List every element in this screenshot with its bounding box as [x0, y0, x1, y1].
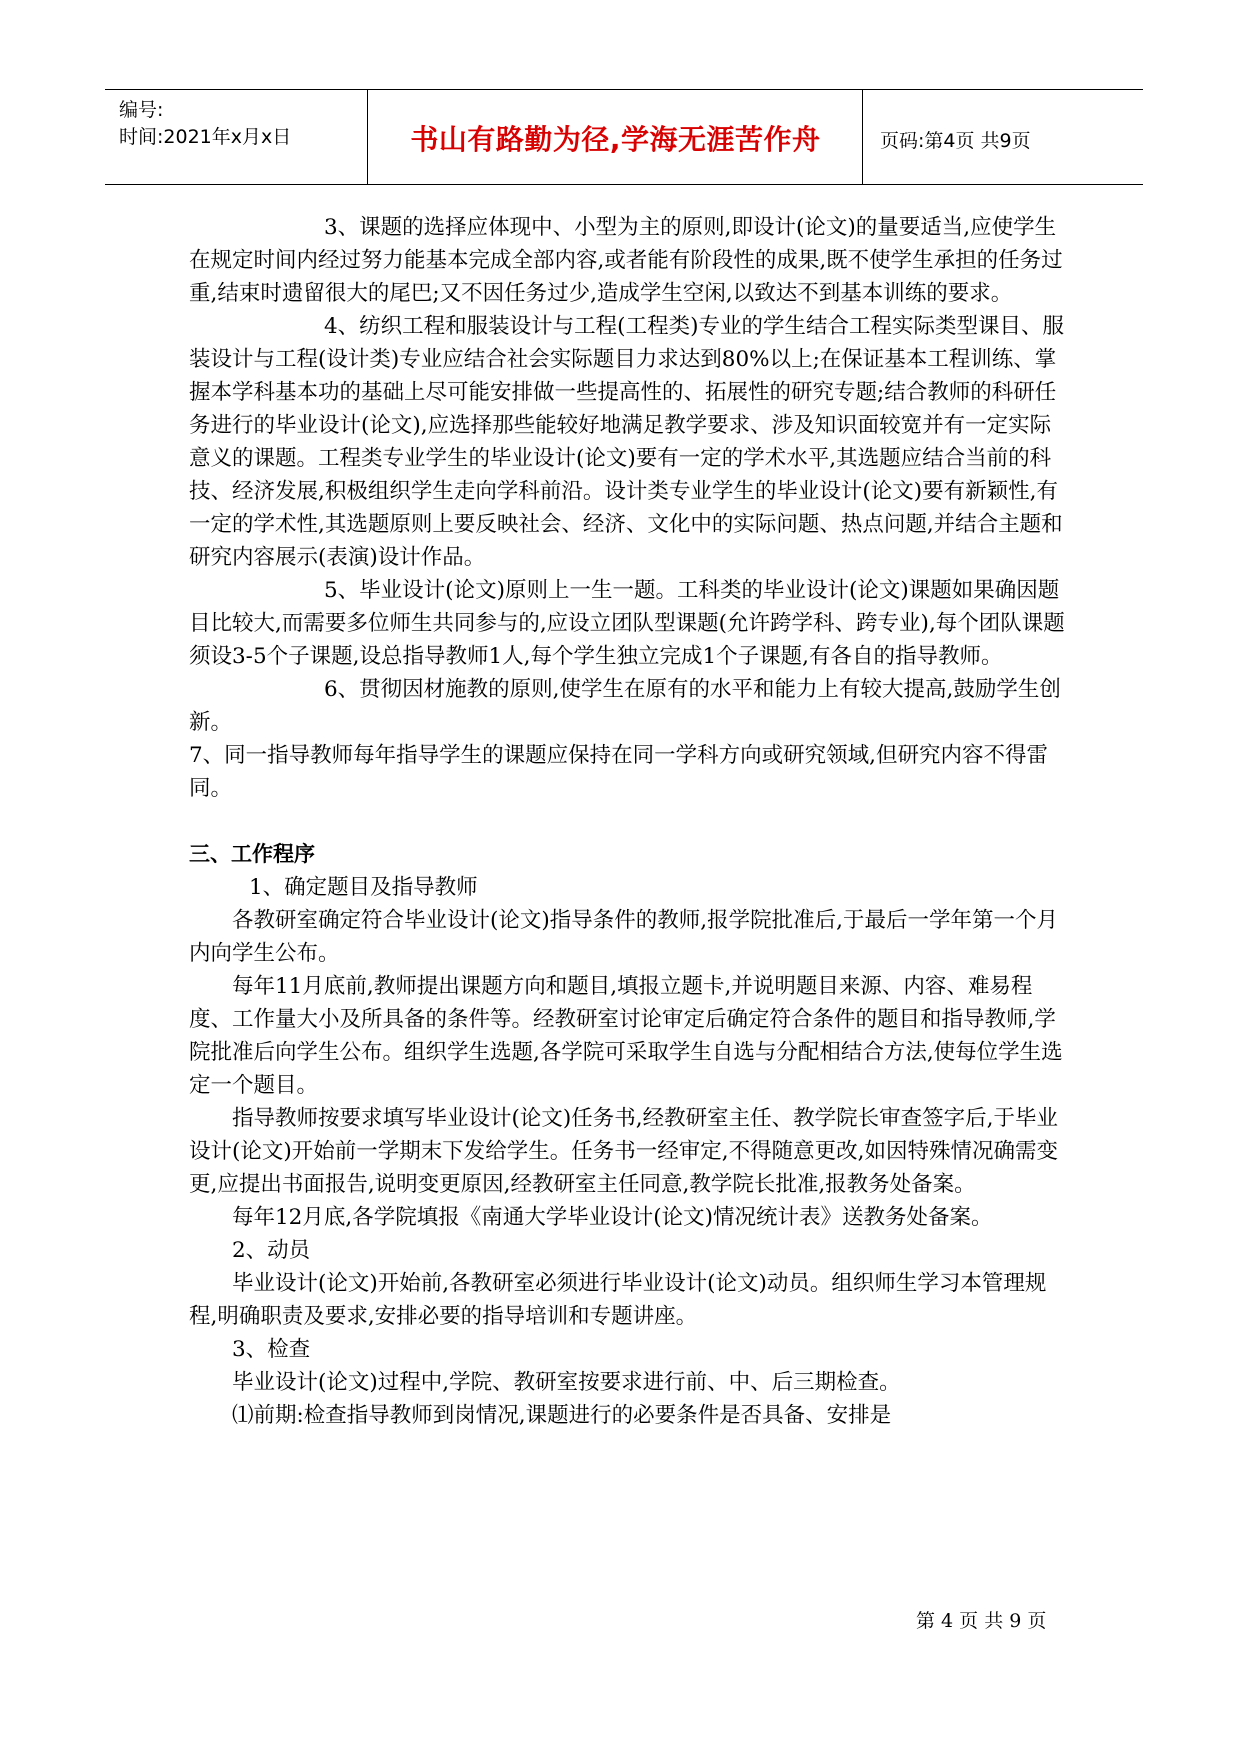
header-motto: 书山有路勤为径,学海无涯苦作舟	[410, 123, 821, 156]
paragraph-procedure-4: 每年12月底,各学院填报《南通大学毕业设计(论文)情况统计表》送教务处备案。	[232, 1205, 993, 1230]
header-page-cell	[864, 90, 1143, 184]
subsection-title-3: 3、检查	[232, 1337, 311, 1362]
page-footer: 第 4 页 共 9 页	[916, 1610, 1047, 1632]
paragraph-procedure-2: 每年11月底前,教师提出课题方向和题目,填报立题卡,并说明题目来源、内容、难易程度、工作量大小及所具备的条件等。经教研室讨论审定后确定符合条件的题目和指导教师,学院批准后向学生公布。组织学生选题,各学院可采取学生自选与分配相结合方法,使每位学生选定一个题目。	[189, 974, 1063, 1098]
paragraph-rule-3: 3、课题的选择应体现中、小型为主的原则,即设计(论文)的量要适当,应使学生在规定时间内经过努力能基本完成全部内容,或者能有阶段性的成果,既不使学生承担的任务过重,结束时遗留很大的尾巴;又不因任务过少,造成学生空闲,以致达不到基本训练的要求。	[189, 215, 1063, 306]
document-time-label: 时间:2021年x月x日	[119, 126, 292, 148]
paragraph-rule-4: 4、纺织工程和服装设计与工程(工程类)专业的学生结合工程实际类型课目、服装设计与工程(设计类)专业应结合社会实际题目力求达到80%以上;在保证基本工程训练、掌握本学科基本功的基础上尽可能安排做一些提高性的、拓展性的研究专题;结合教师的科研任务进行的毕业设计(论文),应选择那些能较好地满足教学要求、涉及知识面较宽并有一定实际意义的课题。工程类专业学生的毕业设计(论文)要有一定的学术水平,其选题应结合当前的科技、经济发展,积极组织学生走向学科前沿。设计类专业学生的毕业设计(论文)要有新颖性,有一定的学术性,其选题原则上要反映社会、经济、文化中的实际问题、热点问题,并结合主题和研究内容展示(表演)设计作品。	[189, 314, 1064, 570]
paragraph-procedure-1: 各教研室确定符合毕业设计(论文)指导条件的教师,报学院批准后,于最后一学年第一个月内向学生公布。	[189, 908, 1058, 966]
paragraph-rule-6: 6、贯彻因材施教的原则,使学生在原有的水平和能力上有较大提高,鼓励学生创新。	[189, 677, 1061, 735]
paragraph-procedure-3: 指导教师按要求填写毕业设计(论文)任务书,经教研室主任、教学院长审查签字后,于毕业设计(论文)开始前一学期末下发给学生。任务书一经审定,不得随意更改,如因特殊情况确需变更,应提出书面报告,说明变更原因,经教研室主任同意,教学院长批准,报教务处备案。	[189, 1106, 1058, 1197]
paragraph-inspection-early: ⑴前期:检查指导教师到岗情况,课题进行的必要条件是否具备、安排是	[232, 1403, 892, 1428]
paragraph-inspection: 毕业设计(论文)过程中,学院、教研室按要求进行前、中、后三期检查。	[232, 1370, 901, 1395]
document-body	[189, 211, 1069, 1432]
subsection-title-1: 1、确定题目及指导教师	[249, 875, 478, 900]
subsection-title-2: 2、动员	[232, 1238, 311, 1263]
header-page-number: 页码:第4页 共9页	[880, 130, 1031, 152]
paragraph-mobilization: 毕业设计(论文)开始前,各教研室必须进行毕业设计(论文)动员。组织师生学习本管理规程,明确职责及要求,安排必要的指导培训和专题讲座。	[189, 1271, 1047, 1329]
paragraph-rule-5: 5、毕业设计(论文)原则上一生一题。工科类的毕业设计(论文)课题如果确因题目比较大,而需要多位师生共同参与的,应设立团队型课题(允许跨学科、跨专业),每个团队课题须设3-5个子课题,设总指导教师1人,每个学生独立完成1个子课题,有各自的指导教师。	[189, 578, 1065, 669]
paragraph-rule-7: 7、同一指导教师每年指导学生的课题应保持在同一学科方向或研究领域,但研究内容不得雷同。	[189, 743, 1049, 801]
page-header	[105, 89, 1143, 185]
header-meta-cell	[105, 90, 368, 184]
document-number-label: 编号:	[119, 99, 164, 121]
section-title: 三、工作程序	[189, 842, 315, 866]
header-motto-cell	[369, 90, 863, 184]
